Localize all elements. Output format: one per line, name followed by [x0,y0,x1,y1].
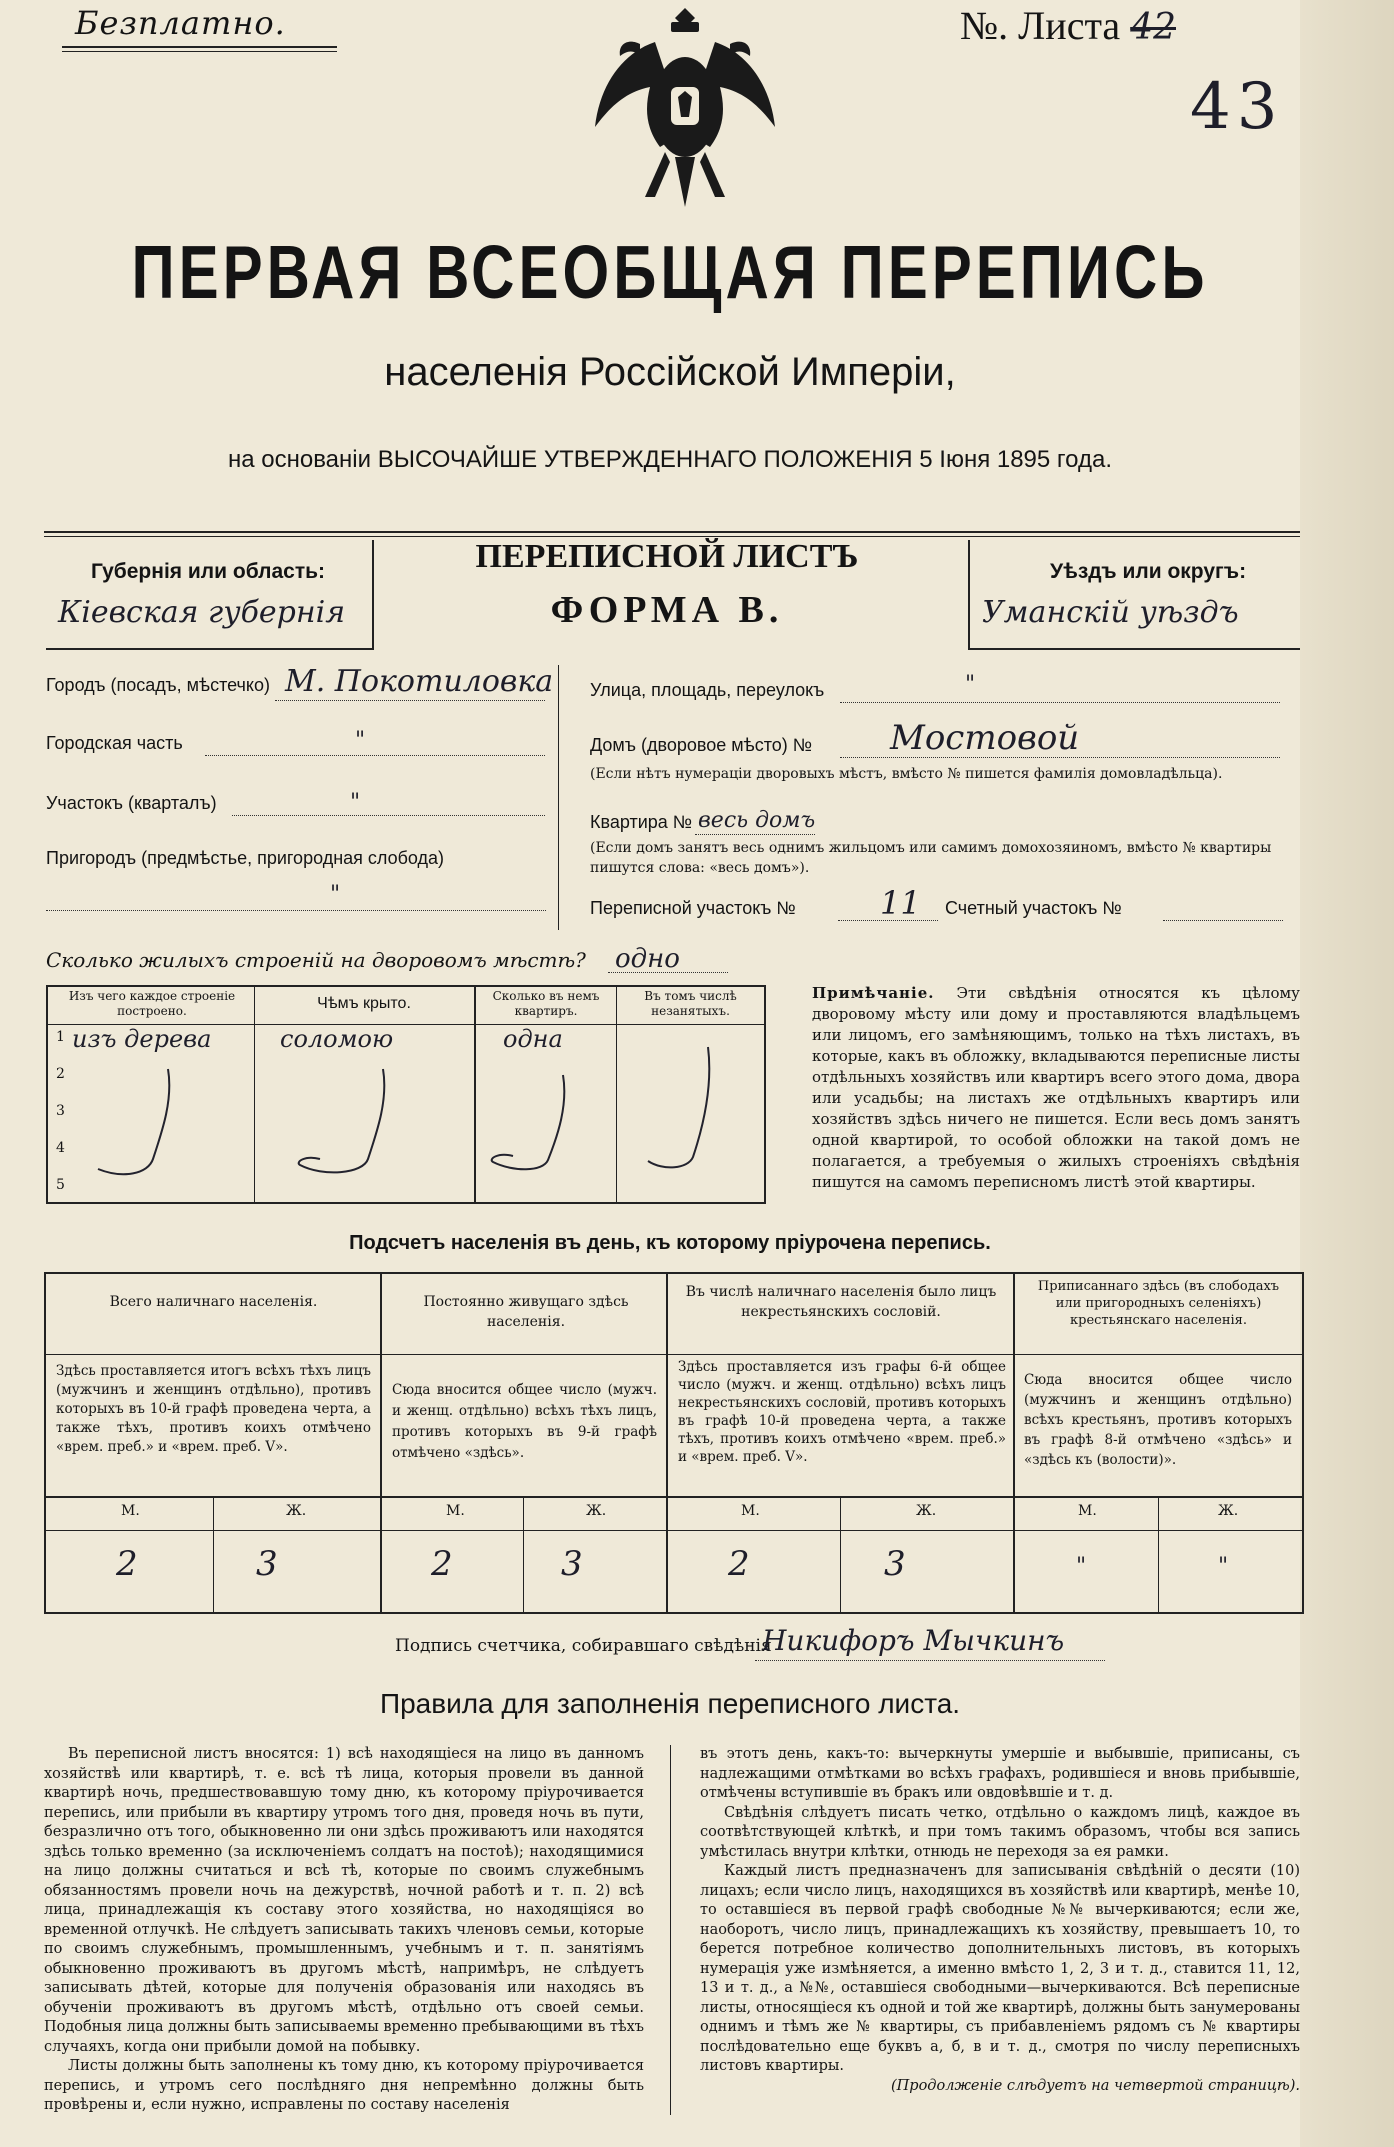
form-band-top-rule-2 [44,536,1300,537]
page-subtitle: населенія Россійской Имперіи, [384,350,956,394]
buildings-note [812,983,1300,1193]
sheet-number [960,2,1176,49]
ditto-strokes [48,987,764,1202]
free-label-underline [62,46,337,48]
census-section-label: Переписной участокъ № [590,898,796,918]
tally-col2-desc: Сюда вносится общее число (мужч. и женщ. отдѣльно) всѣхъ тѣхъ лицъ, противъ которыхъ въ 9-й графѣ отмѣчено «здѣсь». [392,1382,657,1461]
tally-col4-m-label: М. [1078,1503,1097,1519]
form-variant: ФОРМА В. [550,589,784,631]
tally-col4-f: " [1218,1554,1229,1579]
tally-split-3 [840,1496,841,1612]
tally-title: Подсчетъ населенія въ день, къ которому пріурочена перепись. [349,1232,991,1254]
town-row [46,675,270,696]
rules-left-column [44,1745,644,2116]
house-value: Мостовой [890,718,1080,758]
buildings-answer: одно [615,944,680,974]
province-label: Губернія или область: [91,560,326,583]
row1-roof: соломою [280,1025,394,1053]
buildings-header-vacant: Въ томъ числѣ незанятыхъ. [644,989,737,1018]
tally-col2-f: 3 [561,1544,583,1584]
tally-col2-f-label: Ж. [586,1503,607,1519]
note-text: Эти свѣдѣнія относятся къ цѣлому дворовому мѣсту или дому и проставляются владѣльцемъ или лицомъ, его замѣняющимъ, только на тѣхъ листахъ, въ которые, какъ въ обложку, вкладываются переписные листы отдѣльныхъ хозяйствъ или квартиръ всего этого дома, двора или усадьбы; на листахъ же отдѣльныхъ квартиръ или хозяйствъ здѣсь ничего не пишется. Если весь домъ занятъ одной квартирой, то особой обложки на такой домъ не полагается, а требуемыя о жилыхъ строеніяхъ свѣдѣнія пишутся на самомъ переписномъ листѣ этой квартиры. [812,984,1300,1191]
city-part-value: " [355,728,366,753]
tally-col4-desc: Сюда вносится общее число (мужчинъ и женщинъ отдѣльно) всѣхъ крестьянъ, противъ которыхъ въ графѣ 8-й отмѣчено «здѣсь» и «здѣсь къ (волости)». [1024,1372,1292,1468]
count-section-line [1163,920,1283,921]
rules-right-p1: въ этотъ день, какъ-то: вычеркнуты умершіе и выбывшіе, приписаны, съ надлежащими отмѣтками во всѣхъ графахъ, родившіеся и вновь прибывшіе, отмѣчены вступившіе въ бракъ или овдовѣвшіе и т. д. [700,1746,1300,1801]
province-value: Кіевская губернія [58,595,346,630]
tally-col2-m: 2 [431,1544,453,1584]
house-note: (Если нѣтъ нумераціи дворовыхъ мѣстъ, вмѣсто № пишется фамилія домовладѣльца). [590,766,1223,782]
tally-col3-m-label: М. [741,1503,760,1519]
district-label: Участокъ (кварталъ) [46,793,217,813]
tally-table [44,1272,1304,1614]
tally-col-rule-2 [666,1274,668,1612]
district-value: " [350,790,361,815]
row1-material: изъ дерева [72,1025,212,1053]
tally-col1-f-label: Ж. [286,1503,307,1519]
tally-split-4 [1158,1496,1159,1612]
tally-col3-desc: Здѣсь проставляется изъ графы 6-й общее число (мужч. и женщ. отдѣльно) всѣхъ лицъ некрестьянскихъ сословій, противъ которыхъ въ графѣ 10-й проведена черта, а также тѣхъ, противъ коихъ отмѣчено «врем. преб.» и «врем. преб. V». [678,1359,1006,1465]
signature-value: Никифоръ Мычкинъ [762,1624,1065,1657]
county-value: Уманскій уѣздъ [982,595,1239,630]
page-title: ПЕРВАЯ ВСЕОБЩАЯ ПЕРЕПИСЬ [131,230,1209,315]
row1-apartments: одна [503,1025,563,1053]
town-value: М. Покотиловка [285,664,554,699]
county-label: Уѣздъ или округъ: [1050,560,1247,583]
city-part-line [205,755,545,756]
row-number-1: 1 [56,1029,65,1045]
tally-col1-m-label: М. [121,1503,140,1519]
tally-col-rule-3 [1013,1274,1015,1612]
rules-right-p2: Свѣдѣнія слѣдуетъ писать четко, отдѣльно о каждомъ лицѣ, каждое въ соотвѣтствующей клѣткѣ, и при томъ такимъ образомъ, чтобы вся запись умѣстилась внутри клѣтки, отнюдь не переходя за ея рамки. [700,1804,1300,1860]
buildings-question: Сколько жилыхъ строеній на дворовомъ мѣстѣ? [46,948,586,972]
apartment-note: (Если домъ занятъ весь однимъ жильцомъ или самимъ домохозяиномъ, вмѣсто № квартиры пишутся слова: «весь домъ»). [590,840,1272,876]
rules-continued: (Продолженіе слѣдуетъ на четвертой страницѣ). [890,2077,1300,2094]
street-label: Улица, площадь, переулокъ [590,680,825,700]
sheet-number-crossed: 42 [1130,7,1176,48]
tally-col-rule-1 [380,1274,382,1612]
buildings-table [46,985,766,1204]
signature-label: Подпись счетчика, собиравшаго свѣдѣнія [395,1636,772,1656]
address-divider [558,665,559,930]
tally-col4-header: Приписаннаго здѣсь (въ слободахъ или пригородныхъ селеніяхъ) крестьянскаго населенія. [1037,1279,1280,1328]
suburb-line [46,910,546,911]
street-value: " [965,672,976,697]
district-line [232,815,545,816]
census-section-value: 11 [880,884,921,922]
tally-col3-f: 3 [884,1544,906,1584]
rules-title: Правила для заполненія переписного листа. [379,1688,961,1719]
signature-line [755,1660,1105,1661]
city-part-label: Городская часть [46,733,183,753]
rules-divider [670,1745,671,2115]
tally-col3-f-label: Ж. [916,1503,937,1519]
row-number-3: 3 [56,1103,65,1119]
tally-split-2 [523,1496,524,1612]
tally-header-rule [46,1354,1302,1355]
tally-col2-header: Постоянно живущаго здѣсь населенія. [423,1294,629,1330]
buildings-header-roof: Чѣмъ крыто. [317,995,411,1012]
tally-col3-header: Въ числѣ наличнаго населенія было лицъ некрестьянскихъ сословій. [685,1284,997,1320]
suburb-label: Пригородъ (предмѣстье, пригородная слобода) [46,848,445,868]
rules-right-p3: Каждый листъ предназначенъ для записыванія свѣдѣній о десяти (10) лицахъ; если число лицъ, находящихся въ хозяйствѣ или квартирѣ, менѣе 10, то оставшіеся въ первой графѣ свободные №№ вычеркиваются; если же, наоборотъ, число лицъ, принадлежащихъ къ хозяйству, превышаетъ 10, то берется потребное количество дополнительныхъ листовъ, въ которыхъ нумерація уже измѣняется, а именно вмѣсто 1, 2, 3 и т. д., ставится 11, 12, 13 и т. д., а №№, оставшіеся свободными—вычеркиваются. Всѣ переписные листы, относящіеся къ одной и той же квартирѣ, должны быть занумерованы однимъ и тѣмъ же № квартиры, съ прибавленіемъ рядомъ съ № квартиры послѣдовательно еще буквъ а, б, в и т. д., смотря по числу переписныхъ листовъ квартиры. [700,1863,1300,2074]
tally-col4-m: " [1076,1554,1087,1579]
tally-col1-header: Всего наличнаго населенія. [109,1294,318,1310]
tally-col1-f: 3 [256,1544,278,1584]
rules-left-p1: Въ переписной листъ вносятся: 1) всѣ находящіеся на лицо въ данномъ хозяйствѣ или квартирѣ, т. е. всѣ тѣ лица, которыя провели въ данной квартирѣ ночь, предшествовавшую тому дню, къ которому пріурочивается перепись, или прибыли въ квартиру утромъ того дня, проведя ночь въ пути, безразлично отъ того, обыкновенно ли они здѣсь проживаютъ или находятся здѣсь только временно (за исключеніемъ солдатъ на постоѣ); находящимися на лицо должны считаться и всѣ тѣ, которые по своимъ служебнымъ обязанностямъ провели ночь на дежурствѣ, ночной работѣ и т. п. 2) всѣ лица, принадлежащія къ составу этого хозяйства, но находящіяся во временной отлучкѣ. Не слѣдуетъ записывать такихъ членовъ семьи, которые по своимъ служебнымъ, промышленнымъ, учебнымъ и т. п. занятіямъ обыкновенно проживаютъ въ другомъ мѣстѣ, напримѣръ, не слѣдуетъ записывать дѣтей, которые для полученія образованія или находясь въ обученіи проживаютъ въ другомъ мѣстѣ, отдѣльно отъ своей семьи. Подобныя лица должны быть записываемы временно пребывающими въ тѣхъ случаяхъ, когда они прибыли домой на побывку. [44,1746,645,2055]
sheet-number-label: №. Листа [960,3,1121,48]
sheet-number-handwritten: 43 [1190,70,1284,144]
bleed-through-margin [1300,0,1394,2147]
town-line [275,700,545,701]
tally-desc-rule [46,1496,1302,1498]
tally-col4-f-label: Ж. [1218,1503,1239,1519]
county-box [968,540,1300,650]
row-number-5: 5 [56,1177,65,1193]
tally-mf-rule [46,1530,1302,1531]
rules-right-column [700,1745,1300,2096]
tally-col1-m: 2 [116,1544,138,1584]
buildings-header-material: Изъ чего каждое строеніе построено. [68,989,236,1018]
tally-col2-m-label: М. [446,1503,465,1519]
double-headed-eagle-emblem [585,2,785,222]
form-title: ПЕРЕПИСНОЙ ЛИСТЪ [475,538,859,575]
suburb-value: " [330,882,341,907]
house-label: Домъ (дворовое мѣсто) № [590,735,813,755]
apartment-label: Квартира № [590,812,693,832]
province-box [46,540,374,650]
apartment-value: весь домъ [698,808,816,833]
town-label: Городъ (посадъ, мѣстечко) [46,675,270,695]
apartment-line [695,834,815,835]
free-label: Безплатно. [75,4,286,42]
rules-left-p2: Листы должны быть заполнены къ тому дню, къ которому пріурочивается перепись, и утромъ сего послѣдняго дня непремѣнно должны быть провѣрены и, если нужно, исправлены по составу населенія [44,2058,644,2113]
note-title: Примѣчаніе. [812,984,935,1002]
buildings-header-apartments: Сколько въ немъ квартиръ. [492,989,600,1018]
form-band-top-rule [44,531,1300,533]
row-number-4: 4 [56,1140,65,1156]
tally-col1-desc: Здѣсь проставляется итогъ всѣхъ тѣхъ лицъ (мужчинъ и женщинъ отдѣльно), противъ которыхъ въ 10-й графѣ проведена черта, а также тѣхъ, противъ коихъ отмѣчено «врем. преб.» и «врем. преб. V». [56,1363,371,1455]
count-section-label: Счетный участокъ № [945,898,1122,918]
street-line [840,702,1280,703]
free-label-underline-2 [62,51,337,52]
regulation-line: на основаніи ВЫСОЧАЙШЕ УТВЕРЖДЕННАГО ПОЛОЖЕНІЯ 5 Іюня 1895 года. [227,446,1112,473]
row-number-2: 2 [56,1066,65,1082]
tally-col3-m: 2 [728,1544,750,1584]
tally-split-1 [213,1496,214,1612]
